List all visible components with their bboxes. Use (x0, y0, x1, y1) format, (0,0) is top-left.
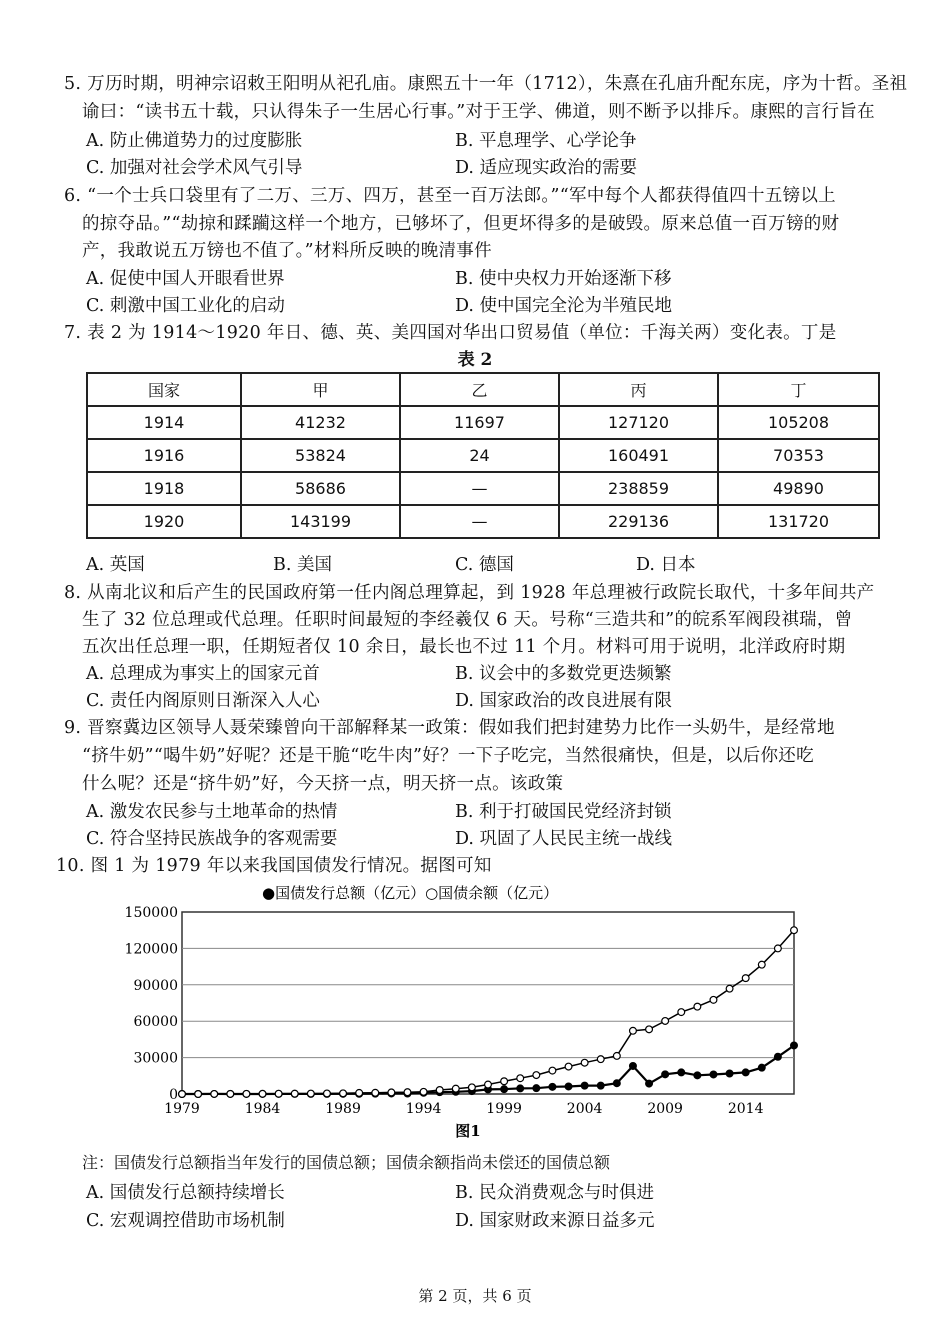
series-point-1 (549, 1083, 556, 1090)
y-tick-label: 120000 (124, 941, 178, 958)
q8-option-c: C. 责任内阁原则日渐深入人心 (86, 691, 320, 711)
q9-option-d: D. 巩固了人民民主统一战线 (455, 829, 673, 849)
table-cell: — (400, 472, 559, 505)
q5-option-c: C. 加强对社会学术风气引导 (86, 158, 303, 178)
chart-legend: ●国债发行总额（亿元）○国债余额（亿元） (262, 884, 559, 902)
q6-line-3: 产，我敢说五万镑也不值了。”材料所反映的晚清事件 (82, 241, 492, 261)
table-cell: 105208 (718, 406, 879, 439)
table-cell: 160491 (559, 439, 718, 472)
series-point-2 (468, 1084, 475, 1091)
page-footer: 第 2 页，共 6 页 (418, 1287, 532, 1305)
x-tick-label: 1999 (486, 1101, 522, 1117)
series-point-2 (211, 1091, 218, 1098)
q10-option-c: C. 宏观调控借助市场机制 (86, 1211, 285, 1231)
q7-option-d: D. 日本 (636, 555, 696, 575)
table-cell: — (400, 505, 559, 538)
series-point-1 (533, 1085, 540, 1092)
q7-line-1: 7. 表 2 为 1914～1920 年日、德、英、美四国对华出口贸易值（单位：千海关两）变化表。丁是 (64, 323, 837, 343)
series-point-2 (662, 1018, 669, 1025)
series-line-2 (182, 930, 794, 1094)
y-tick-label: 90000 (133, 977, 178, 994)
q8-line-3: 五次出任总理一职，任期短者仅 10 余日，最长也不过 11 个月。材料可用于说明，北洋政府时期 (82, 637, 846, 657)
series-point-2 (243, 1090, 250, 1097)
q5-line-2: 谕曰：“读书五十载，只认得朱子一生居心行事。”对于王学、佛道，则不断予以排斥。康熙的言行旨在 (82, 102, 875, 122)
q7-option-c: C. 德国 (455, 555, 514, 575)
x-tick-label: 1979 (164, 1101, 200, 1117)
q6-line-1: 6. “一个士兵口袋里有了二万、三万、四万，甚至一百万法郎。”“军中每个人都获得值四十五镑以上 (64, 186, 836, 206)
series-point-2 (533, 1072, 540, 1079)
x-tick-label: 1984 (244, 1101, 281, 1117)
q8-option-a: A. 总理成为事实上的国家元首 (86, 664, 320, 684)
table-header-cell: 甲 (241, 373, 400, 406)
table-header-cell: 国家 (87, 373, 241, 406)
chart-note: 注：国债发行总额指当年发行的国债总额；国债余额指尚未偿还的国债总额 (82, 1153, 611, 1172)
series-point-2 (227, 1090, 234, 1097)
q8-line-2: 生了 32 位总理或代总理。任职时间最短的李经羲仅 6 天。号称“三造共和”的皖系军阀段祺瑞，曾 (82, 610, 853, 630)
series-point-2 (388, 1089, 395, 1096)
series-point-2 (710, 996, 717, 1003)
q7-option-b: B. 美国 (273, 555, 332, 575)
x-tick-label: 1989 (325, 1101, 361, 1117)
series-point-1 (597, 1082, 604, 1089)
q5-option-b: B. 平息理学、心学论争 (455, 131, 637, 151)
series-point-2 (758, 961, 765, 968)
q9-line-2: “挤牛奶”“喝牛奶”好呢？还是干脆“吃牛肉”好？一下子吃完，当然很痛快，但是，以后你还吃 (82, 746, 814, 766)
table-cell: 41232 (241, 406, 400, 439)
x-tick-label: 2009 (647, 1101, 683, 1117)
x-tick-label: 2014 (727, 1101, 764, 1117)
q10-line-1: 10. 图 1 为 1979 年以来我国国债发行情况。据图可知 (56, 856, 492, 876)
series-point-1 (758, 1064, 765, 1071)
x-tick-label: 2004 (566, 1101, 603, 1117)
series-point-2 (372, 1089, 379, 1096)
series-point-2 (356, 1090, 363, 1097)
series-point-1 (791, 1042, 798, 1049)
series-point-2 (694, 1003, 701, 1010)
table-cell: 49890 (718, 472, 879, 505)
series-point-2 (307, 1090, 314, 1097)
q5-line-1: 5. 万历时期，明神宗诏敕王阳明从祀孔庙。康熙五十一年（1712），朱熹在孔庙升配东庑，序为十哲。圣祖 (64, 74, 908, 94)
q6-option-a: A. 促使中国人开眼看世界 (86, 269, 285, 289)
x-tick-label: 1994 (405, 1101, 442, 1117)
series-point-2 (678, 1009, 685, 1016)
series-point-1 (742, 1069, 749, 1076)
table-row (87, 406, 879, 439)
series-point-2 (501, 1078, 508, 1085)
q9-line-3: 什么呢？还是“挤牛奶”好，今天挤一点，明天挤一点。该政策 (82, 774, 564, 794)
series-point-1 (662, 1071, 669, 1078)
table-cell: 229136 (559, 505, 718, 538)
series-point-2 (291, 1090, 298, 1097)
q9-option-c: C. 符合坚持民族战争的客观需要 (86, 829, 338, 849)
series-point-2 (485, 1081, 492, 1088)
series-point-1 (613, 1080, 620, 1087)
q7-option-a: A. 英国 (86, 555, 145, 575)
series-point-2 (340, 1090, 347, 1097)
series-point-1 (501, 1086, 508, 1093)
series-point-2 (436, 1087, 443, 1094)
y-tick-label: 150000 (124, 905, 178, 921)
table-cell: 1920 (87, 505, 241, 538)
series-point-1 (774, 1053, 781, 1060)
table-header-row (87, 373, 879, 406)
table-cell: 1916 (87, 439, 241, 472)
series-point-2 (420, 1088, 427, 1095)
q8-option-b: B. 议会中的多数党更迭频繁 (455, 664, 672, 684)
series-point-2 (452, 1085, 459, 1092)
table-cell: 1918 (87, 472, 241, 505)
table-cell: 53824 (241, 439, 400, 472)
table-cell: 143199 (241, 505, 400, 538)
q10-option-a: A. 国债发行总额持续增长 (86, 1183, 285, 1203)
series-point-2 (597, 1056, 604, 1063)
series-point-2 (613, 1053, 620, 1060)
series-point-2 (791, 927, 798, 934)
y-tick-label: 30000 (133, 1050, 178, 1067)
q6-option-b: B. 使中央权力开始逐渐下移 (455, 269, 672, 289)
y-tick-label: 0 (169, 1087, 178, 1103)
q8-option-d: D. 国家政治的改良进展有限 (455, 691, 673, 711)
q9-line-1: 9. 晋察冀边区领导人聂荣臻曾向干部解释某一政策：假如我们把封建势力比作一头奶牛，是经常地 (64, 718, 835, 738)
series-point-1 (726, 1070, 733, 1077)
table-row (87, 439, 879, 472)
table-row (87, 505, 879, 538)
series-point-1 (710, 1071, 717, 1078)
series-point-2 (630, 1027, 637, 1034)
q5-option-d: D. 适应现实政治的需要 (455, 158, 638, 178)
series-point-1 (630, 1063, 637, 1070)
series-point-2 (179, 1091, 186, 1098)
q10-option-d: D. 国家财政来源日益多元 (455, 1211, 655, 1231)
table-cell: 131720 (718, 505, 879, 538)
series-point-1 (565, 1083, 572, 1090)
table-caption: 表 2 (457, 350, 493, 370)
series-point-2 (565, 1063, 572, 1070)
table-cell: 127120 (559, 406, 718, 439)
series-point-1 (581, 1082, 588, 1089)
series-point-2 (581, 1059, 588, 1066)
q6-option-d: D. 使中国完全沦为半殖民地 (455, 296, 673, 316)
q9-option-b: B. 利于打破国民党经济封锁 (455, 802, 672, 822)
series-point-2 (726, 985, 733, 992)
q6-line-2: 的掠夺品。”“劫掠和蹂躏这样一个地方，已够坏了，但更坏得多的是破毁。原来总值一百万镑的财 (82, 214, 840, 234)
q9-option-a: A. 激发农民参与土地革命的热情 (86, 802, 338, 822)
series-point-2 (195, 1091, 202, 1098)
table-cell: 70353 (718, 439, 879, 472)
q8-line-1: 8. 从南北议和后产生的民国政府第一任内阁总理算起，到 1928 年总理被行政院长取代，十多年间共产 (64, 583, 875, 603)
y-tick-label: 60000 (133, 1014, 178, 1031)
table-row (87, 472, 879, 505)
series-point-1 (694, 1072, 701, 1079)
series-point-2 (404, 1089, 411, 1096)
series-point-2 (549, 1067, 556, 1074)
q6-option-c: C. 刺激中国工业化的启动 (86, 296, 285, 316)
table-cell: 238859 (559, 472, 718, 505)
series-point-2 (324, 1090, 331, 1097)
table-cell: 24 (400, 439, 559, 472)
series-point-1 (517, 1085, 524, 1092)
chart-caption: 图1 (455, 1122, 481, 1140)
plot-frame (182, 912, 794, 1094)
table-header-cell: 丙 (559, 373, 718, 406)
series-point-2 (259, 1090, 266, 1097)
trade-table (86, 372, 880, 539)
table-cell: 58686 (241, 472, 400, 505)
table-cell: 1914 (87, 406, 241, 439)
series-point-1 (646, 1080, 653, 1087)
table-header-cell: 丁 (718, 373, 879, 406)
q10-option-b: B. 民众消费观念与时俱进 (455, 1183, 654, 1203)
table-header-cell: 乙 (400, 373, 559, 406)
q5-option-a: A. 防止佛道势力的过度膨胀 (86, 131, 303, 151)
series-point-1 (678, 1069, 685, 1076)
series-point-2 (774, 945, 781, 952)
series-point-2 (275, 1090, 282, 1097)
series-point-2 (742, 975, 749, 982)
table-cell: 11697 (400, 406, 559, 439)
series-point-2 (517, 1075, 524, 1082)
debt-chart (120, 878, 820, 1143)
series-point-2 (646, 1026, 653, 1033)
